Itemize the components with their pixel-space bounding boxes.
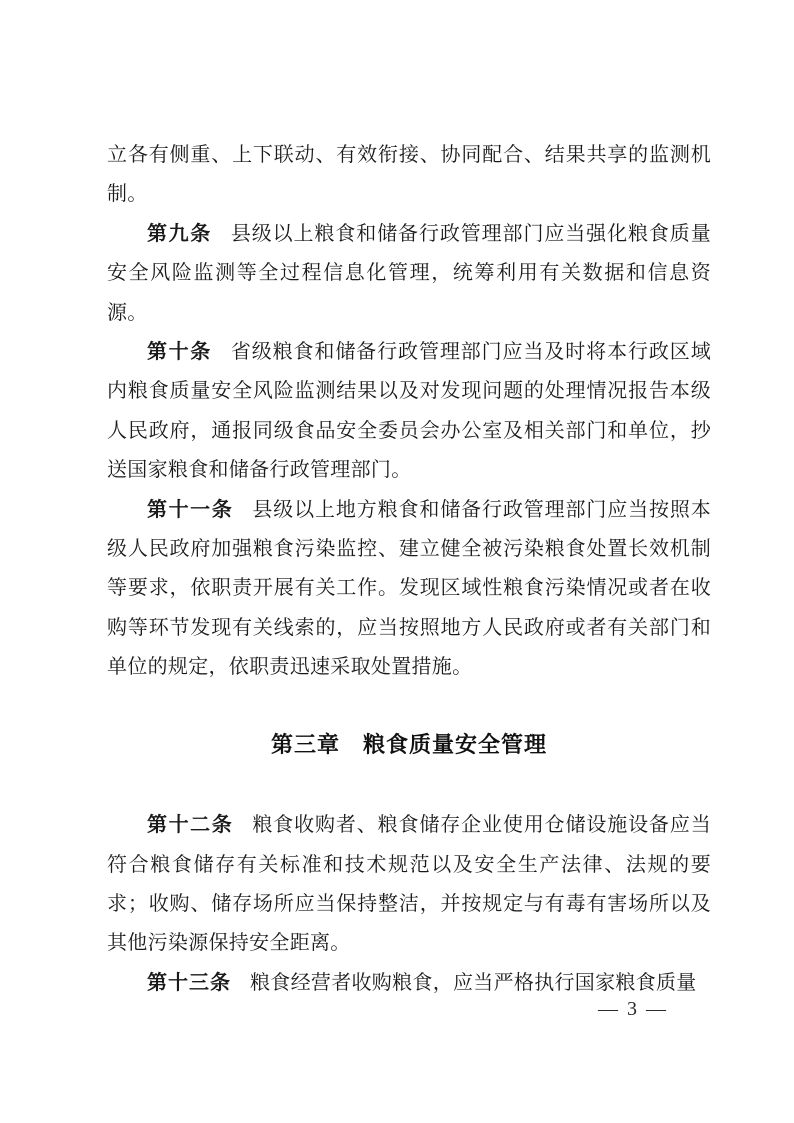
paragraph-article-12 xyxy=(107,806,711,964)
document-body xyxy=(107,136,711,1003)
article-number: 第十二条 xyxy=(147,814,234,837)
article-number: 第十一条 xyxy=(147,498,234,521)
paragraph-text: 省级粮食和储备行政管理部门应当及时将本行政区域内粮食质量安全风险监测结果以及对发现问题的处理情况报告本级人民政府，通报同级食品安全委员会办公室及相关部门和单位，抄送国家粮食和储备行政管理部门。 xyxy=(107,341,711,482)
paragraph-text: 粮食经营者收购粮食，应当严格执行国家粮食质量 xyxy=(250,971,697,994)
paragraph-text: 县级以上地方粮食和储备行政管理部门应当按照本级人民政府加强粮食污染监控、建立健全被污染粮食处置长效机制等要求，依职责开展有关工作。发现区域性粮食污染情况或者在收购等环节发现有关线索的，应当按照地方人民政府或者有关部门和单位的规定，依职责迅速采取处置措施。 xyxy=(107,498,712,679)
chapter-heading: 第三章 粮食质量安全管理 xyxy=(270,731,547,757)
paragraph-text: 立各有侧重、上下联动、有效衔接、协同配合、结果共享的监测机制。 xyxy=(107,144,711,206)
paragraph-article-10 xyxy=(107,333,711,491)
article-number: 第九条 xyxy=(147,222,212,245)
paragraph-text: 粮食收购者、粮食储存企业使用仓储设施设备应当符合粮食储存有关标准和技术规范以及安全生产法律、法规的要求；收购、储存场所应当保持整洁，并按规定与有毒有害场所以及其他污染源保持安全距离。 xyxy=(107,814,712,955)
article-number: 第十三条 xyxy=(147,971,231,994)
paragraph-text: 县级以上粮食和储备行政管理部门应当强化粮食质量安全风险监测等全过程信息化管理，统筹利用有关数据和信息资源。 xyxy=(107,222,711,324)
article-number: 第十条 xyxy=(147,341,212,364)
page-number: — 3 — xyxy=(598,998,668,1020)
paragraph-article-9 xyxy=(107,215,711,333)
paragraph-article-11 xyxy=(107,491,711,688)
paragraph-continuation xyxy=(107,136,711,215)
